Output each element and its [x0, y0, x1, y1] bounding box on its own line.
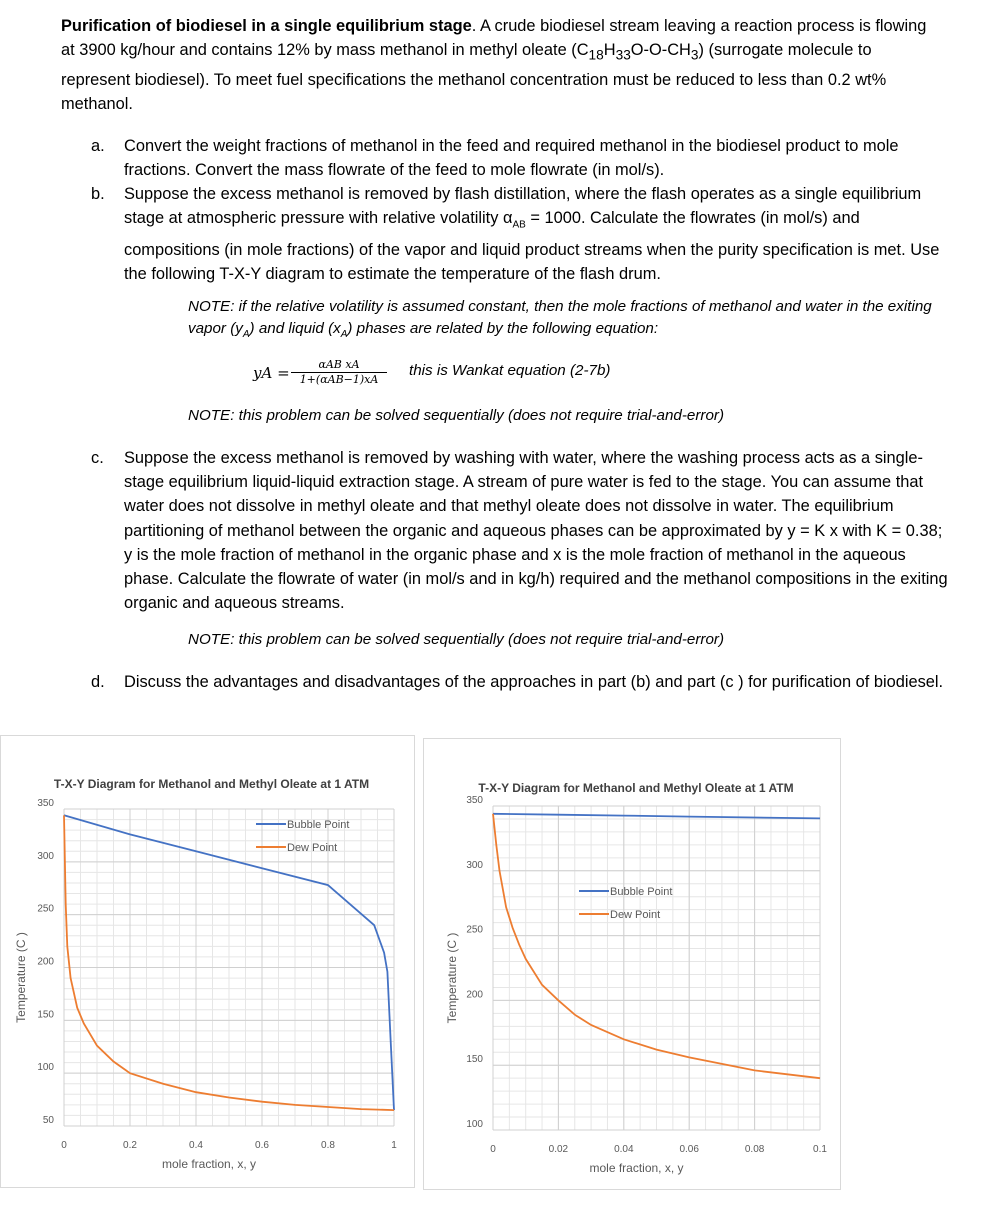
- y-axis-label: Temperature (C ): [445, 932, 459, 1024]
- part-a-text: Convert the weight fractions of methanol in the feed and required methanol in the biodiesel product to mole fractions. Convert the mass flowrate of the feed to mole flowrate (in mol/s).: [124, 137, 899, 180]
- part-letter: c.: [91, 449, 104, 467]
- note-volatility: [188, 296, 958, 346]
- y-tick-label: 250: [37, 903, 54, 915]
- part-letter: d.: [91, 673, 105, 691]
- subscript: 18: [588, 47, 604, 63]
- x-tick-label: 0.1: [813, 1144, 827, 1155]
- x-tick-label: 1: [391, 1140, 397, 1151]
- part-letter: a.: [91, 137, 105, 155]
- subscript: 33: [615, 47, 631, 63]
- part-b: [91, 182, 953, 286]
- intro-text: O-O-CH: [630, 41, 691, 60]
- equation-numerator: αAB xA: [291, 358, 387, 373]
- x-tick-label: 0: [490, 1144, 496, 1155]
- y-tick-label: 250: [466, 924, 483, 936]
- x-tick-label: 0.6: [255, 1140, 269, 1151]
- y-tick-label: 350: [37, 798, 54, 809]
- txy-diagram-zoomed: [424, 739, 840, 1189]
- x-tick-label: 0: [61, 1140, 67, 1151]
- intro-text: H: [603, 41, 616, 60]
- y-tick-label: 150: [37, 1009, 54, 1021]
- part-d: [91, 670, 953, 694]
- y-axis-label: Temperature (C ): [14, 932, 28, 1023]
- x-axis-label: mole fraction, x, y: [161, 1157, 257, 1171]
- subscript: A: [340, 329, 348, 341]
- part-a: [91, 134, 953, 182]
- x-tick-label: 0.04: [614, 1144, 634, 1155]
- note-sequential-c: NOTE: this problem can be solved sequentially (does not require trial-and-error): [188, 631, 725, 648]
- x-tick-label: 0.06: [679, 1144, 699, 1155]
- y-tick-label: 200: [37, 956, 54, 968]
- part-c: [91, 446, 953, 615]
- y-tick-label: 300: [466, 859, 483, 871]
- x-tick-label: 0.8: [321, 1140, 335, 1151]
- subscript: AB: [512, 219, 526, 231]
- y-tick-label: 350: [466, 795, 483, 806]
- y-tick-label: 50: [42, 1115, 54, 1126]
- intro-paragraph: [61, 14, 941, 116]
- intro-text: . A crude biodiesel stream leaving a reaction process is flowing at 3900 kg/hour and contains 12% by mass methanol in methyl oleate (C: [61, 17, 927, 60]
- chart-title: T-X-Y Diagram for Methanol and Methyl Oleate at 1 ATM: [53, 777, 370, 791]
- part-letter: b.: [91, 185, 105, 203]
- legend-label: Bubble Point: [287, 819, 350, 831]
- chart-title: T-X-Y Diagram for Methanol and Methyl Oleate at 1 ATM: [478, 781, 794, 795]
- y-tick-label: 150: [466, 1054, 483, 1066]
- txy-diagram-full: [1, 736, 414, 1187]
- chart-zoomed: [423, 738, 841, 1190]
- chart-full-range: [0, 735, 415, 1188]
- subscript: A: [242, 329, 250, 341]
- intro-text: ) (surrogate molecule to represent biodiesel). To meet fuel specifications the methanol concentration must be reduced to less than 0.2 wt% methanol.: [61, 41, 887, 113]
- subscript: 3: [690, 47, 699, 63]
- legend-label: Dew Point: [287, 842, 338, 854]
- y-tick-label: 300: [37, 850, 54, 862]
- part-b-text-1: Suppose the excess methanol is removed by flash distillation, where the flash operates as a single equilibrium stage at atmospheric pressure with relative volatility α: [124, 185, 922, 228]
- equation-denominator: 1+(αAB−1)xA: [299, 373, 379, 386]
- y-tick-label: 200: [466, 989, 483, 1001]
- part-d-text: Discuss the advantages and disadvantages of the approaches in part (b) and part (c ) for purification of biodiesel.: [124, 673, 944, 691]
- x-tick-label: 0.02: [548, 1144, 569, 1155]
- wankat-equation: [253, 358, 653, 394]
- problem-title: Purification of biodiesel in a single equilibrium stage: [61, 17, 472, 35]
- part-b-text: [124, 182, 953, 286]
- note-text: NOTE: if the relative volatility is assumed constant, then the mole fractions of methanol and water in the exiting vapor (y: [188, 298, 932, 337]
- part-c-text: Suppose the excess methanol is removed by washing with water, where the washing process acts as a single-stage equilibrium liquid-liquid extraction stage. A stream of pure water is fed to the stage. You can assume that water does not dissolve in methyl oleate and that methyl oleate does not dissolve in water. The equilibrium partitioning of methanol between the organic and aqueous phases can be approximated by y = K x with K = 0.38; y is the mole fraction of methanol in the organic phase and x is the mole fraction of methanol in the aqueous phase. Calculate the flowrate of water (in mol/s and in kg/h) required and the methanol compositions in the exiting organic and aqueous streams.: [124, 449, 948, 613]
- x-axis-label: mole fraction, x, y: [589, 1161, 684, 1175]
- part-b-text-2: = 1000. Calculate the flowrates (in mol/s) and compositions (in mole fractions) of the vapor and liquid product streams when the purity specification is met. Use the following T-X-Y diagram to estimate the temperature of the flash drum.: [124, 209, 940, 283]
- equation-lhs: yA =: [253, 364, 290, 382]
- x-tick-label: 0.4: [189, 1140, 203, 1151]
- note-text: ) phases are related by the following equation:: [347, 320, 659, 337]
- y-tick-label: 100: [466, 1119, 483, 1130]
- note-text: ) and liquid (x: [249, 320, 341, 337]
- legend-label: Dew Point: [610, 909, 661, 921]
- legend-label: Bubble Point: [610, 886, 673, 898]
- x-tick-label: 0.08: [744, 1144, 765, 1155]
- note-sequential-b: NOTE: this problem can be solved sequentially (does not require trial-and-error): [188, 407, 725, 424]
- equation-fraction: [291, 358, 387, 387]
- x-tick-label: 0.2: [123, 1140, 137, 1151]
- y-tick-label: 100: [37, 1062, 54, 1074]
- equation-citation: this is Wankat equation (2-7b): [409, 362, 611, 379]
